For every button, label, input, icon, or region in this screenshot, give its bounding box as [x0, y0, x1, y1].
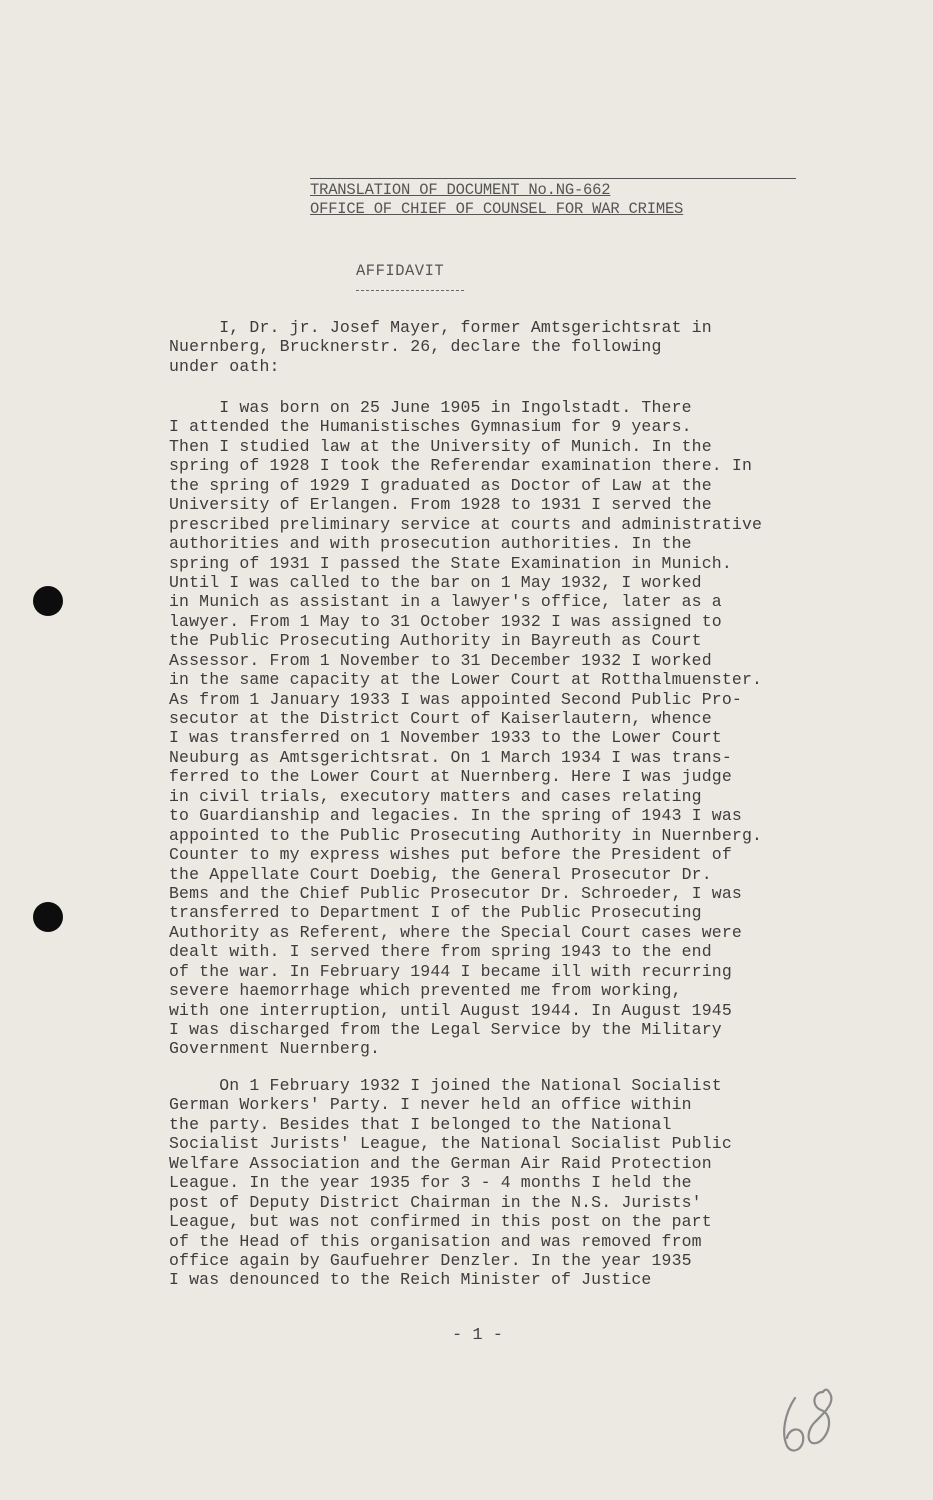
paragraph-party-membership — [169, 1076, 869, 1290]
document-title: AFFIDAVIT — [356, 262, 445, 280]
text-line: Neuburg as Amtsgerichtsrat. On 1 March 1934 I was trans- — [169, 747, 732, 767]
text-line: the party. Besides that I belonged to the National — [169, 1114, 672, 1134]
paragraph-career — [169, 398, 869, 1059]
text-line: League. In the year 1935 for 3 - 4 months I held the — [169, 1173, 692, 1193]
text-line: dealt with. I served there from spring 1943 to the end — [169, 942, 712, 962]
text-line: German Workers' Party. I never held an office within — [169, 1095, 692, 1115]
text-line: secutor at the District Court of Kaiserlautern, whence — [169, 709, 712, 728]
handwritten-page-mark — [775, 1378, 845, 1458]
punch-hole — [33, 586, 63, 616]
text-line: Then I studied law at the University of Munich. In the — [169, 436, 712, 456]
page-number: - 1 - — [452, 1326, 504, 1345]
text-line: with one interruption, until August 1944. In August 1945 — [169, 1000, 732, 1020]
text-line: Bems and the Chief Public Prosecutor Dr. Schroeder, I was — [169, 883, 742, 903]
text-line: Government Nuernberg. — [169, 1039, 381, 1059]
text-line: spring of 1928 I took the Referendar examination there. In — [169, 456, 752, 476]
text-line: in civil trials, executory matters and cases relating — [169, 786, 702, 806]
text-line: I, Dr. jr. Josef Mayer, former Amtsgerichtsrat in — [169, 318, 712, 337]
paragraph-oath-intro — [169, 318, 869, 376]
title-underline — [356, 290, 464, 291]
text-line: I was born on 25 June 1905 in Ingolstadt. There — [169, 398, 692, 417]
header-rule — [310, 178, 796, 179]
text-line: Counter to my express wishes put before the President of — [169, 845, 732, 865]
text-line: I was transferred on 1 November 1933 to the Lower Court — [169, 728, 722, 748]
text-line: the spring of 1929 I graduated as Doctor of Law at the — [169, 475, 712, 495]
text-line: authorities and with prosecution authorities. In the — [169, 534, 692, 554]
text-line: ferred to the Lower Court at Nuernberg. Here I was judge — [169, 767, 732, 787]
text-line: the Public Prosecuting Authority in Bayreuth as Court — [169, 631, 702, 651]
text-line: lawyer. From 1 May to 31 October 1932 I was assigned to — [169, 611, 722, 631]
text-line: Assessor. From 1 November to 31 December 1932 I worked — [169, 650, 712, 670]
text-line: in the same capacity at the Lower Court at Rotthalmuenster. — [169, 670, 763, 690]
text-line: Until I was called to the bar on 1 May 1932, I worked — [169, 572, 702, 592]
text-line: the Appellate Court Doebig, the General Prosecutor Dr. — [169, 864, 712, 884]
text-line: to Guardianship and legacies. In the spring of 1943 I was — [169, 806, 742, 826]
text-line: transferred to Department I of the Public Prosecuting — [169, 903, 702, 923]
header-line-office: OFFICE OF CHIEF OF COUNSEL FOR WAR CRIMES — [310, 200, 684, 218]
text-line: of the Head of this organisation and was removed from — [169, 1231, 702, 1251]
text-line: Welfare Association and the German Air Raid Protection — [169, 1153, 712, 1173]
text-line: office again by Gaufuehrer Denzler. In the year 1935 — [169, 1250, 692, 1270]
text-line: University of Erlangen. From 1928 to 1931 I served the — [169, 495, 712, 515]
text-line: I attended the Humanistisches Gymnasium for 9 years. — [169, 417, 692, 437]
text-line: spring of 1931 I passed the State Examination in Munich. — [169, 553, 732, 573]
text-line: of the war. In February 1944 I became ill with recurring — [169, 961, 732, 981]
text-line: under oath: — [169, 356, 280, 376]
text-line: Nuernberg, Brucknerstr. 26, declare the following — [169, 337, 662, 357]
text-line: Authority as Referent, where the Special Court cases were — [169, 922, 742, 942]
text-line: severe haemorrhage which prevented me from working, — [169, 981, 682, 1001]
header-line-translation: TRANSLATION OF DOCUMENT No.NG-662 — [310, 181, 611, 199]
text-line: appointed to the Public Prosecuting Authority in Nuernberg. — [169, 825, 763, 845]
text-line: post of Deputy District Chairman in the N.S. Jurists' — [169, 1192, 702, 1212]
text-line: prescribed preliminary service at courts and administrative — [169, 514, 763, 534]
text-line: League, but was not confirmed in this post on the part — [169, 1212, 712, 1232]
text-line: On 1 February 1932 I joined the National Socialist — [169, 1076, 722, 1095]
text-line: As from 1 January 1933 I was appointed Second Public Pro- — [169, 689, 742, 709]
document-header — [310, 178, 796, 219]
text-line: I was denounced to the Reich Minister of Justice — [169, 1270, 652, 1290]
text-line: in Munich as assistant in a lawyer's office, later as a — [169, 592, 722, 612]
text-line: Socialist Jurists' League, the National Socialist Public — [169, 1134, 732, 1154]
text-line: I was discharged from the Legal Service by the Military — [169, 1020, 722, 1039]
punch-hole — [33, 902, 63, 932]
